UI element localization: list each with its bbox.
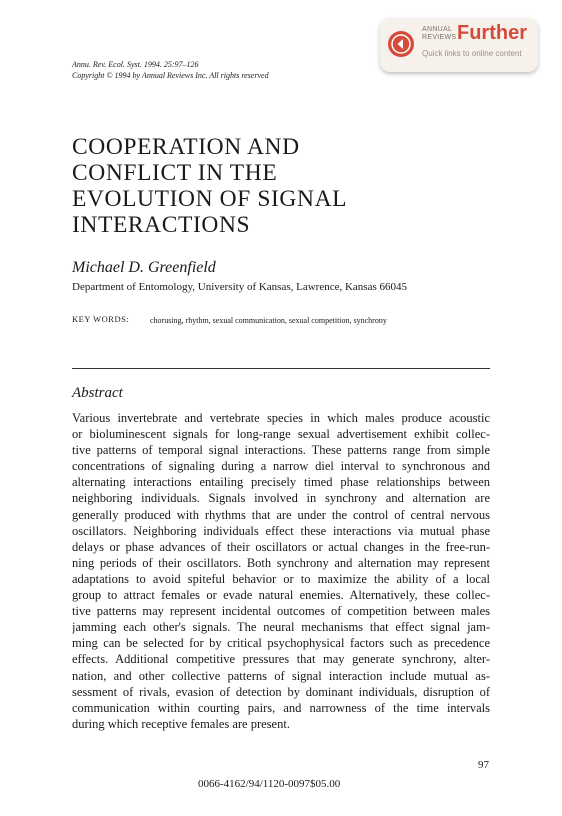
abstract-line: tive patterns may represent incidental outcomes of competition between males	[72, 604, 490, 619]
back-arrow-icon	[388, 31, 414, 57]
title-line: INTERACTIONS	[72, 212, 251, 238]
title-line: COOPERATION AND	[72, 134, 300, 160]
abstract-line: adaptations to avoid spiteful behavior or to maximize the ability of a local	[72, 571, 490, 586]
title-line: EVOLUTION OF SIGNAL	[72, 186, 348, 212]
author-affiliation: Department of Entomology, University of Kansas, Lawrence, Kansas 66045	[72, 281, 408, 293]
abstract-line: delays or phase advances of their oscillators or actual changes in the free-run-	[72, 539, 490, 554]
abstract-line: sessment of rivals, evasion of detection by dominant individuals, disruption of	[72, 684, 490, 699]
issn-code: 0066-4162/94/1120-0097$05.00	[198, 778, 341, 790]
further-tagline: Quick links to online content	[422, 49, 522, 58]
abstract-line: neighboring individuals. Signals involved in synchrony and alternation are	[72, 491, 490, 506]
abstract-heading: Abstract	[72, 385, 123, 401]
section-divider	[72, 368, 490, 369]
abstract-line: communication within courting pairs, and narrowness of the time intervals	[72, 700, 490, 715]
abstract-line: alternating interactions entailing precisely timed phase relationships between	[72, 475, 490, 490]
page-number: 97	[478, 759, 489, 771]
abstract-line: concentrations of signaling during a narrow diel interval to synchronous and	[72, 459, 490, 474]
abstract-line: ming can be selected for by critical psychophysical factors such as precedence	[72, 636, 490, 651]
reviews-label: REVIEWS	[422, 34, 457, 41]
abstract-line: effects. Additional competitive pressures that may generate synchrony, alter-	[72, 652, 490, 667]
abstract-line: during which receptive females are present.	[72, 716, 290, 731]
abstract-line: ning periods of their oscillators. Both synchrony and alternation may represent	[72, 555, 490, 570]
abstract-line: tive patterns of temporal signal interactions. These patterns range from simple	[72, 443, 490, 458]
key-words: chorusing, rhythm, sexual communication, sexual competition, synchrony	[150, 316, 387, 325]
article-title	[72, 134, 472, 238]
abstract-line: generally produced with rhythms that are under the control of central nervous	[72, 507, 490, 522]
title-line: CONFLICT IN THE	[72, 160, 278, 186]
abstract-line: nation, and other collective patterns of signal interaction include mutual as-	[72, 668, 490, 683]
copyright-notice: Copyright © 1994 by Annual Reviews Inc. All rights reserved	[72, 71, 269, 80]
abstract-line: group to attract females or evade natural enemies. Alternatively, these collec-	[72, 588, 490, 603]
abstract-body	[72, 410, 490, 732]
abstract-line: jamming each other's signals. The neural mechanisms that effect signal jam-	[72, 620, 490, 635]
further-logo-text: Further	[457, 22, 527, 44]
annual-label: ANNUAL	[422, 26, 453, 33]
key-words-label: KEY WORDS:	[72, 314, 130, 324]
abstract-line: or bioluminescent signals for long-range sexual advertisement exhibit collec-	[72, 427, 490, 442]
journal-citation: Annu. Rev. Ecol. Syst. 1994. 25:97–126	[72, 60, 199, 69]
abstract-line: oscillators. Neighboring individuals effect these interactions via mutual phase	[72, 523, 490, 538]
author-name: Michael D. Greenfield	[72, 259, 216, 276]
abstract-line: Various invertebrate and vertebrate species in which males produce acoustic	[72, 411, 490, 425]
annual-reviews-further-badge[interactable]	[380, 18, 538, 72]
